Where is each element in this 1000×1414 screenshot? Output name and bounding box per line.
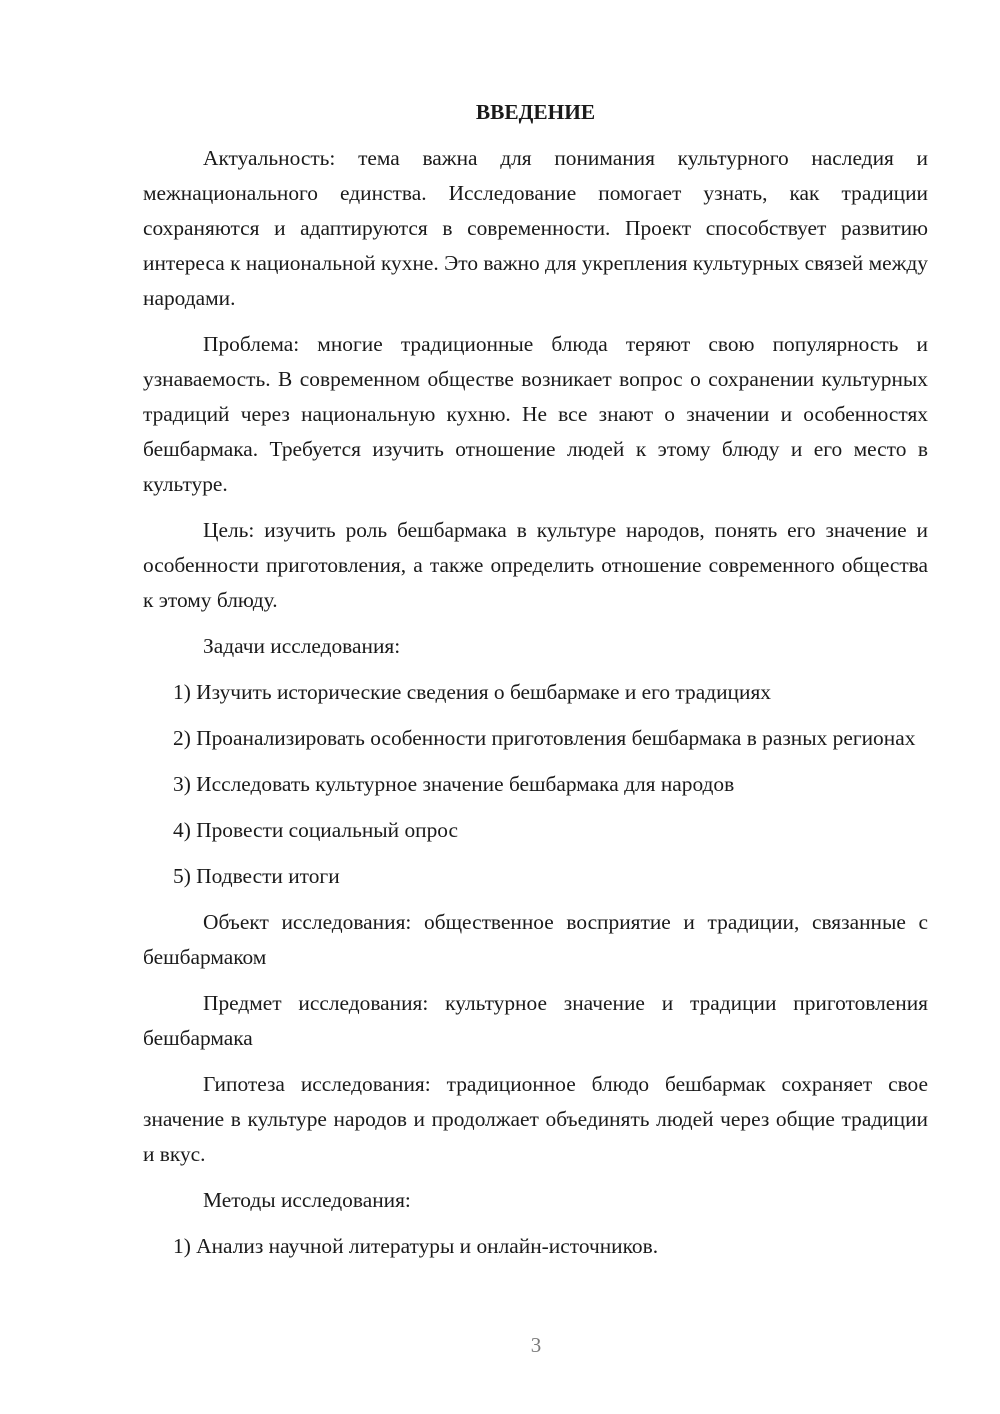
tasks-heading: Задачи исследования: <box>203 634 401 658</box>
document-page <box>143 95 928 1275</box>
method-item-1: 1) Анализ научной литературы и онлайн-источников. <box>173 1234 659 1258</box>
object-paragraph: Объект исследования: общественное восприятие и традиции, связанные с бешбармаком <box>143 910 928 969</box>
goal-paragraph: Цель: изучить роль бешбармака в культуре народов, понять его значение и особенности приготовления, а также определить отношение современного общества к этому блюду. <box>143 518 928 612</box>
problem-paragraph: Проблема: многие традиционные блюда теряют свою популярность и узнаваемость. В современном обществе возникает вопрос о сохранении культурных традиций через национальную кухню. Не все знают о значении и особенностях бешбармака. Требуется изучить отношение людей к этому блюду и его место в культуре. <box>143 332 928 496</box>
task-item-4: 4) Провести социальный опрос <box>173 818 459 842</box>
hypothesis-paragraph: Гипотеза исследования: традиционное блюдо бешбармак сохраняет свое значение в культуре народов и продолжает объединять людей через общие традиции и вкус. <box>143 1072 928 1166</box>
task-item-5: 5) Подвести итоги <box>173 864 340 888</box>
task-item-3: 3) Исследовать культурное значение бешбармака для народов <box>173 772 735 796</box>
task-item-2: 2) Проанализировать особенности приготовления бешбармака в разных регионах <box>173 726 916 750</box>
page-number: 3 <box>530 1333 542 1357</box>
relevance-paragraph: Актуальность: тема важна для понимания культурного наследия и межнационального единства. Исследование помогает узнать, как традиции сохраняются и адаптируются в современности. Проект способствует развитию интереса к национальной кухне. Это важно для укрепления культурных связей между народами. <box>143 146 928 310</box>
section-title: ВВЕДЕНИЕ <box>475 100 596 124</box>
subject-paragraph: Предмет исследования: культурное значение и традиции приготовления бешбармака <box>143 991 928 1050</box>
task-item-1: 1) Изучить исторические сведения о бешбармаке и его традициях <box>173 680 771 704</box>
methods-heading: Методы исследования: <box>203 1188 411 1212</box>
